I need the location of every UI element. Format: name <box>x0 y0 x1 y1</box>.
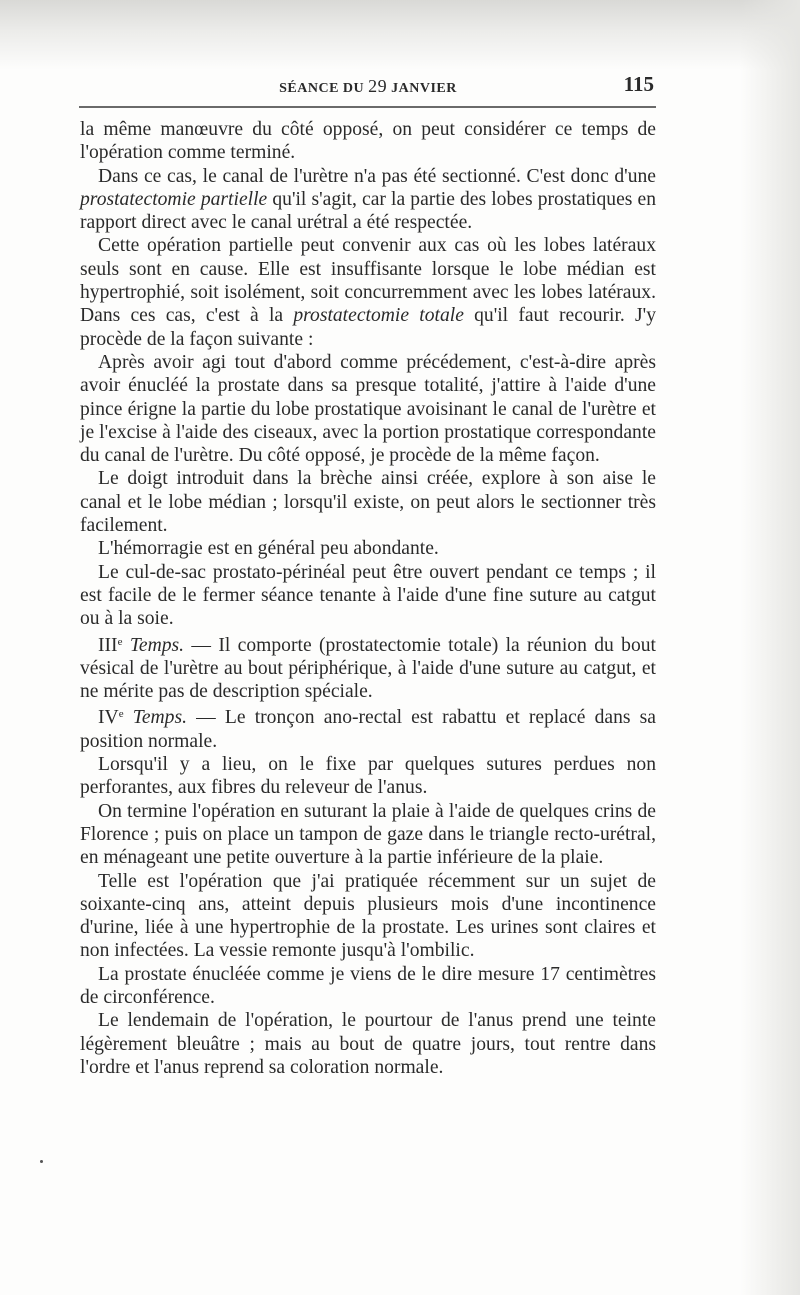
paragraph <box>80 561 656 631</box>
text-run: la même manœuvre du côté opposé, on peut considérer ce temps de l'opération comme terminé. <box>80 119 656 164</box>
ordinal-superscript: e <box>118 708 124 721</box>
italic-term: prostatectomie totale <box>293 305 464 327</box>
text-run: — Le tronçon ano-rectal est rabattu et replacé dans sa position normale. <box>80 707 656 752</box>
text-run <box>122 635 129 656</box>
paragraph <box>80 753 656 800</box>
paragraph <box>80 118 656 165</box>
paragraph <box>80 800 656 870</box>
text-run: qu'il s'agit, car la partie des lobes prostatiques en rapport direct avec le canal urétral a été respectée. <box>80 188 656 234</box>
running-title <box>80 76 656 97</box>
text-run: On termine l'opération en suturant la plaie à l'aide de quelques crins de Florence ; puis on place un tampon de gaze dans le triangle recto-urétral, en ménageant une petite ouverture à la partie inférieure de la plaie. <box>80 800 656 869</box>
running-title-date: 29 <box>368 76 388 96</box>
page-edge-shading <box>740 0 800 1295</box>
paragraph <box>80 1009 656 1079</box>
running-title-pre: SÉANCE DU <box>279 81 369 96</box>
text-run: Le doigt introduit dans la brèche ainsi créée, explore à son aise le canal et le lobe médian ; lorsqu'il existe, on peut alors le sectionner très facilement. <box>80 468 656 537</box>
text-run: III <box>98 634 118 656</box>
text-run: Telle est l'opération que j'ai pratiquée récemment sur un sujet de soixante-cinq ans, atteint depuis plusieurs mois d'une incontinence d'urine, liée à une hypertrophie de la prostate. Les urines sont claires et non infectées. La vessie remonte jusqu'à l'ombilic. <box>80 870 656 962</box>
paragraph <box>80 165 656 235</box>
running-head <box>80 72 656 98</box>
italic-term: Temps. <box>132 707 187 729</box>
text-run: Dans ce cas, le canal de l'urètre n'a pas été sectionné. C'est donc d'une <box>98 165 656 187</box>
margin-mark <box>40 1160 43 1163</box>
text-run: Lorsqu'il y a lieu, on le fixe par quelques sutures perdues non perforantes, aux fibres du releveur de l'anus. <box>80 754 656 799</box>
paragraph <box>80 870 656 963</box>
text-run: qu'il faut recourir. J'y procède de la façon suivante : <box>80 305 656 350</box>
text-run: Cette opération partielle peut convenir aux cas où les lobes latéraux seuls sont en cause. Elle est insuffisante lorsque le lobe médian est hypertrophié, soit isolément, soit concurremment avec les lobes latéraux. Dans ces cas, c'est à la <box>80 235 656 327</box>
running-title-post: JANVIER <box>387 81 457 96</box>
paragraph <box>80 703 656 753</box>
text-run: Le cul-de-sac prostato-périnéal peut être ouvert pendant ce temps ; il est facile de le fermer séance tenante à l'aide d'une fine suture au catgut ou à la soie. <box>80 561 656 630</box>
paragraph <box>80 963 656 1010</box>
paragraph <box>80 537 656 560</box>
page-scan-shading <box>0 0 800 70</box>
body-text <box>80 118 656 1079</box>
header-rule <box>79 106 656 108</box>
text-run: IV <box>98 707 119 729</box>
italic-term: prostatectomie partielle <box>80 188 268 210</box>
page-number: 115 <box>623 72 654 96</box>
paragraph <box>80 631 656 704</box>
text-run: Après avoir agi tout d'abord comme précédement, c'est-à-dire après avoir énucléé la prostate dans sa presque totalité, j'attire à l'aide d'une pince érigne la partie du lobe prostatique avoisinant le canal de l'urètre et je l'excise à l'aide des ciseaux, avec la portion prostatique correspondante du canal de l'urètre. Du côté opposé, je procède de la même façon. <box>80 351 656 467</box>
text-run: — Il comporte (prostatectomie totale) la réunion du bout vésical de l'urètre au bout périphérique, à l'aide d'une suture au catgut, et ne mérite pas de description spéciale. <box>80 634 656 703</box>
text-run <box>124 707 133 728</box>
ordinal-superscript: e <box>117 635 123 648</box>
italic-term: Temps. <box>129 634 185 656</box>
paragraph <box>80 467 656 537</box>
text-run: L'hémorragie est en général peu abondante. <box>98 538 439 560</box>
text-run: Le lendemain de l'opération, le pourtour de l'anus prend une teinte légèrement bleuâtre ; mais au bout de quatre jours, tout rentre dans l'ordre et l'anus reprend sa coloration normale. <box>80 1010 656 1078</box>
paragraph <box>80 351 656 467</box>
paragraph <box>80 234 656 350</box>
text-run: La prostate énucléée comme je viens de le dire mesure 17 centimètres de circonférence. <box>80 963 656 1008</box>
